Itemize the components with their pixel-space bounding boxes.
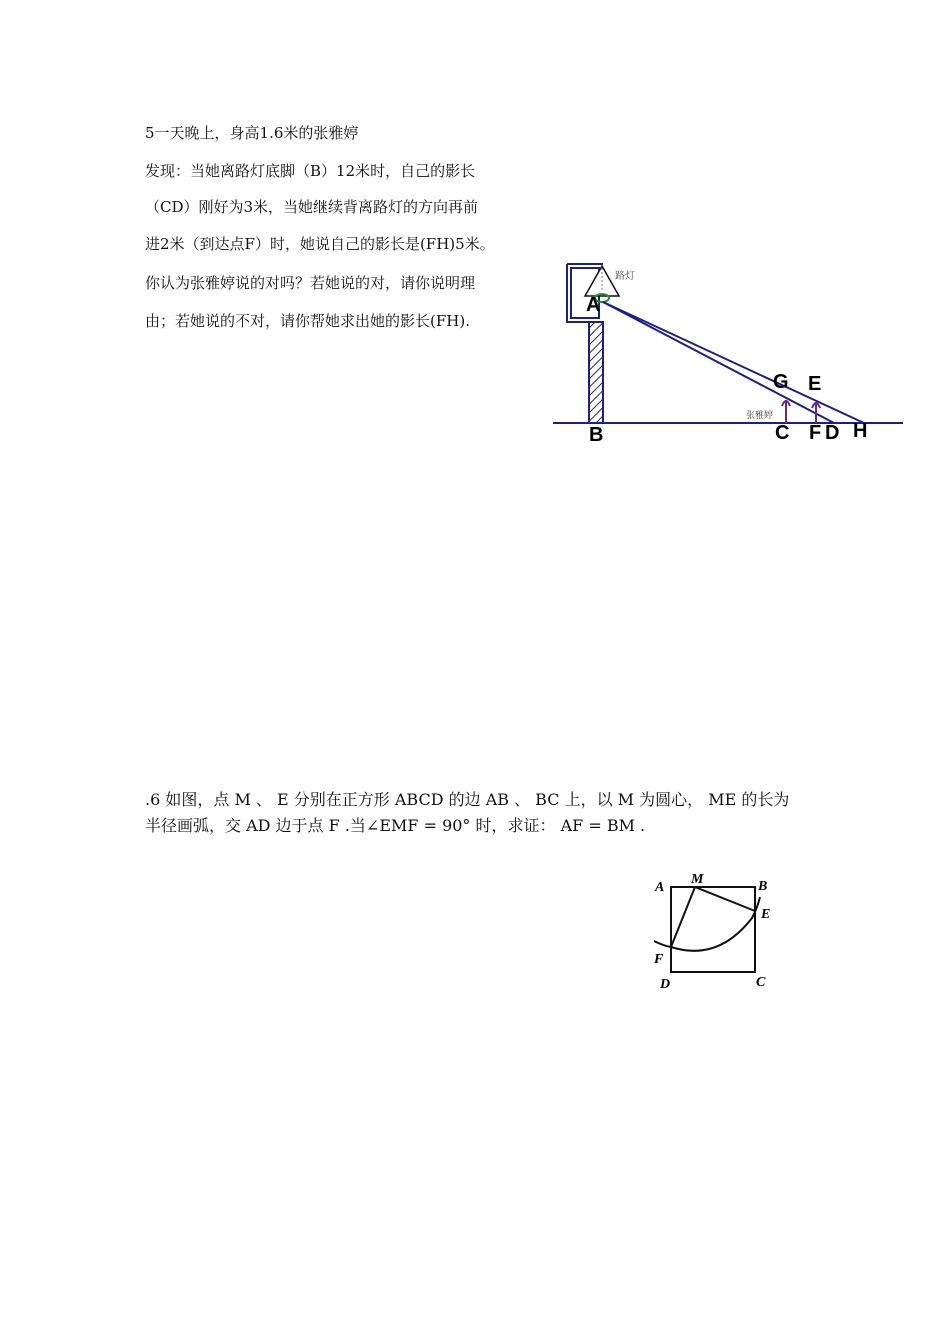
segment-MF xyxy=(671,887,695,947)
label-B: B xyxy=(758,879,768,894)
label-F: F xyxy=(809,422,822,444)
label-E: E xyxy=(808,373,822,395)
label-H: H xyxy=(853,420,868,442)
problem5-line: 5一天晚上，身高1.6米的张雅婷 xyxy=(145,124,359,142)
label-A: A xyxy=(655,880,665,895)
label-F: F xyxy=(654,952,664,967)
lamp-post xyxy=(589,322,603,423)
label-G: G xyxy=(773,371,789,393)
segment-ME xyxy=(695,887,755,911)
label-E: E xyxy=(761,907,771,922)
ray-A-H xyxy=(603,302,864,423)
label-C: C xyxy=(756,975,766,990)
problem5-line: 由；若她说的不对，请你帮她求出她的影长(FH). xyxy=(145,312,470,330)
problem6-line: .6 如图，点 M 、 E 分别在正方形 ABCD 的边 AB 、 BC 上，以 M 为圆心， ME 的长为 xyxy=(145,790,790,809)
label-D: D xyxy=(660,977,671,992)
label-B: B xyxy=(589,424,604,446)
problem5-line: 进2米（到达点F）时，她说自己的影长是(FH)5米。 xyxy=(145,235,495,253)
label-C: C xyxy=(775,422,790,444)
arc-EF xyxy=(654,897,760,951)
square-arc-figure xyxy=(645,866,780,991)
ray-A-D xyxy=(603,302,834,423)
label-D: D xyxy=(825,422,840,444)
label-M: M xyxy=(691,872,704,887)
street-lamp-figure xyxy=(548,255,908,450)
person-label: 张雅婷 xyxy=(746,411,774,421)
lamp-label: 路灯 xyxy=(615,271,635,282)
label-A: A xyxy=(586,294,601,316)
problem5-line: （CD）刚好为3米，当她继续背离路灯的方向再前 xyxy=(145,198,479,216)
problem6-line: 半径画弧，交 AD 边于点 F .当∠EMF = 90° 时，求证： AF = BM . xyxy=(145,816,646,835)
problem5-line: 你认为张雅婷说的对吗？若她说的对，请你说明理 xyxy=(145,274,476,292)
problem5-line: 发现：当她离路灯底脚（B）12米时，自己的影长 xyxy=(145,162,476,180)
